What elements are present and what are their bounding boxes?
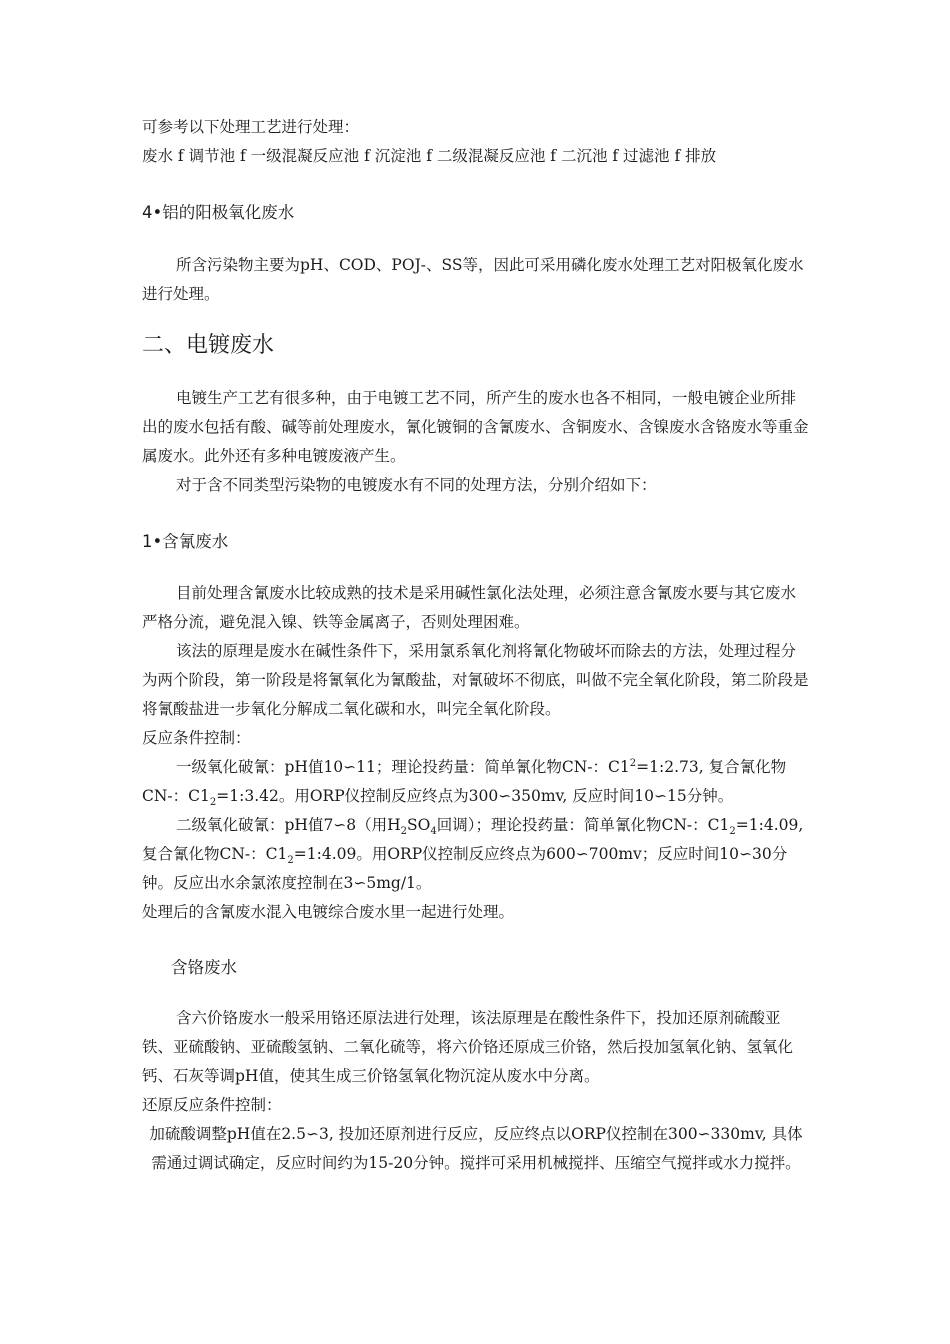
heading-aluminum-anodizing: 4•铝的阳极氧化废水 — [142, 203, 295, 222]
paragraph-plating-methods: 对于含不同类型污染物的电镀废水有不同的处理方法，分别介绍如下： — [176, 476, 657, 494]
paragraph-plating-intro: 电镀生产工艺有很多种，由于电镀工艺不同，所产生的废水也各不相同，一般电镀企业所排出的废水包括有酸、碱等前处理废水，氰化镀铜的含氰废水、含铜废水、含镍废水含铬废水等重金属废水。此外还有多种电镀废液产生。 — [142, 389, 809, 465]
heading-electroplating: 二、电镀废水 — [142, 333, 275, 358]
heading-chromium: 含铬废水 — [171, 958, 237, 977]
paragraph-cyanide-after: 处理后的含氰废水混入电镀综合废水里一起进行处理。 — [142, 903, 515, 921]
paragraph-aluminum: 所含污染物主要为pH、COD、POJ-、SS等，因此可采用磷化废水处理工艺对阳极氧化废水进行处理。 — [142, 256, 804, 303]
paragraph-reduction-conditions: 加硫酸调整pH值在2.5∽3, 投加还原剂进行反应，反应终点以ORP仪控制在300∽330mv, 具体需通过调试确定，反应时间约为15-20分钟。搅拌可采用机械搅拌、压缩空气搅拌或水力搅拌。 — [149, 1125, 803, 1172]
paragraph-first-oxidation: 一级氧化破氰：pH值10∽11；理论投药量：简单氰化物CN-：$C1^2=1:2.73$, 复合氰化物CN-：$C1_2=1:3.42$。用ORP仪控制反应终点为300∽350mv, 反应时间10∽15分钟。 — [142, 757, 787, 809]
paragraph-reduction-control: 还原反应条件控制： — [142, 1096, 282, 1114]
heading-cyanide: 1•含氰废水 — [142, 532, 229, 551]
paragraph-reference: 可参考以下处理工艺进行处理： — [142, 118, 360, 136]
paragraph-cyanide-2: 该法的原理是废水在碱性条件下，采用氯系氧化剂将氰化物破坏而除去的方法，处理过程分为两个阶段，第一阶段是将氰氧化为氰酸盐，对氰破坏不彻底，叫做不完全氧化阶段，第二阶段是将氰酸盐进一步氧化分解成二氧化碳和水，叫完全氧化阶段。 — [142, 642, 809, 718]
paragraph-cyanide-1: 目前处理含氰废水比较成熟的技术是采用碱性氯化法处理，必须注意含氰废水要与其它废水严格分流，避免混入镍、铁等金属离子，否则处理困难。 — [142, 584, 797, 631]
process-flow-line: 废水 f 调节池 f 一级混凝反应池 f 沉淀池 f 二级混凝反应池 f 二沉池 f 过滤池 f 排放 — [142, 147, 717, 165]
paragraph-chromium-1: 含六价铬废水一般采用铬还原法进行处理，该法原理是在酸性条件下，投加还原剂硫酸亚铁、亚硫酸钠、亚硫酸氢钠、二氧化硫等，将六价铬还原成三价铬，然后投加氢氧化钠、氢氧化钙、石灰等调pH值，使其生成三价铬氢氧化物沉淀从废水中分离。 — [142, 1009, 794, 1085]
paragraph-second-oxidation: 二级氧化破氰：pH值7∽8（用$H_2SO_4$回调）；理论投药量：简单氰化物CN-：$C1_2=1:4.09$, 复合氰化物CN-：$C1_2=1:4.09$。用ORP仪控制反应终点为600∽700mv；反应时间10∽30分钟。反应出水余氯浓度控制在3∽5mg/1。 — [142, 816, 804, 892]
paragraph-reaction-control: 反应条件控制： — [142, 729, 251, 747]
